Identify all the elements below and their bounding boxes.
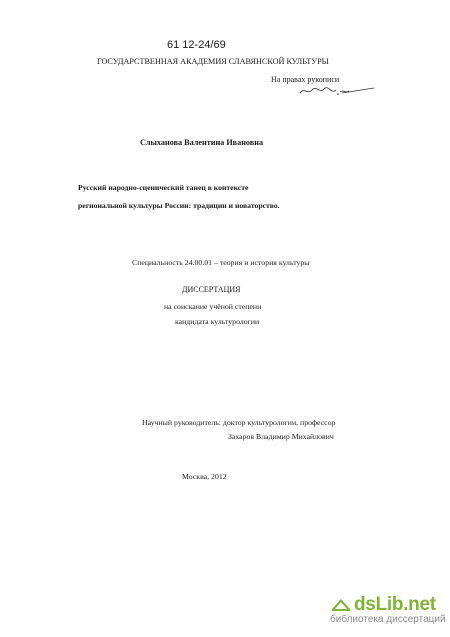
watermark-logo-text: dsLib.net [354, 594, 436, 615]
document-code: 61 12-24/69 [167, 39, 226, 51]
rights-note: На правах рукописи [271, 75, 340, 84]
book-logo-icon [330, 595, 352, 613]
dslib-watermark [330, 594, 446, 629]
watermark-tagline: библиотека диссертаций [330, 614, 446, 625]
specialty: Специальность 24.00.01 – теория и история культуры [132, 258, 310, 267]
field-line: кандидата культурологии [175, 317, 260, 326]
dissertation-title-line-1: Русский народно-сценический танец в контексте [78, 183, 249, 192]
city-year: Москва, 2012 [182, 472, 227, 481]
author-name: Слыханова Валентина Ивановна [140, 138, 264, 147]
advisor-name: Захаров Владимир Михайлович [228, 432, 334, 441]
degree-line: на соискание учёной степени [164, 302, 262, 311]
advisor-title: Научный руководитель: доктор культурологии, профессор [142, 418, 336, 427]
dissertation-label: ДИССЕРТАЦИЯ [182, 285, 241, 294]
signature-icon [296, 83, 376, 99]
organization-name: ГОСУДАРСТВЕННАЯ АКАДЕМИЯ СЛАВЯНСКОЙ КУЛЬТУРЫ [97, 57, 329, 66]
dissertation-title-line-2: региональной культуры России: традиции и новаторство. [78, 201, 280, 210]
